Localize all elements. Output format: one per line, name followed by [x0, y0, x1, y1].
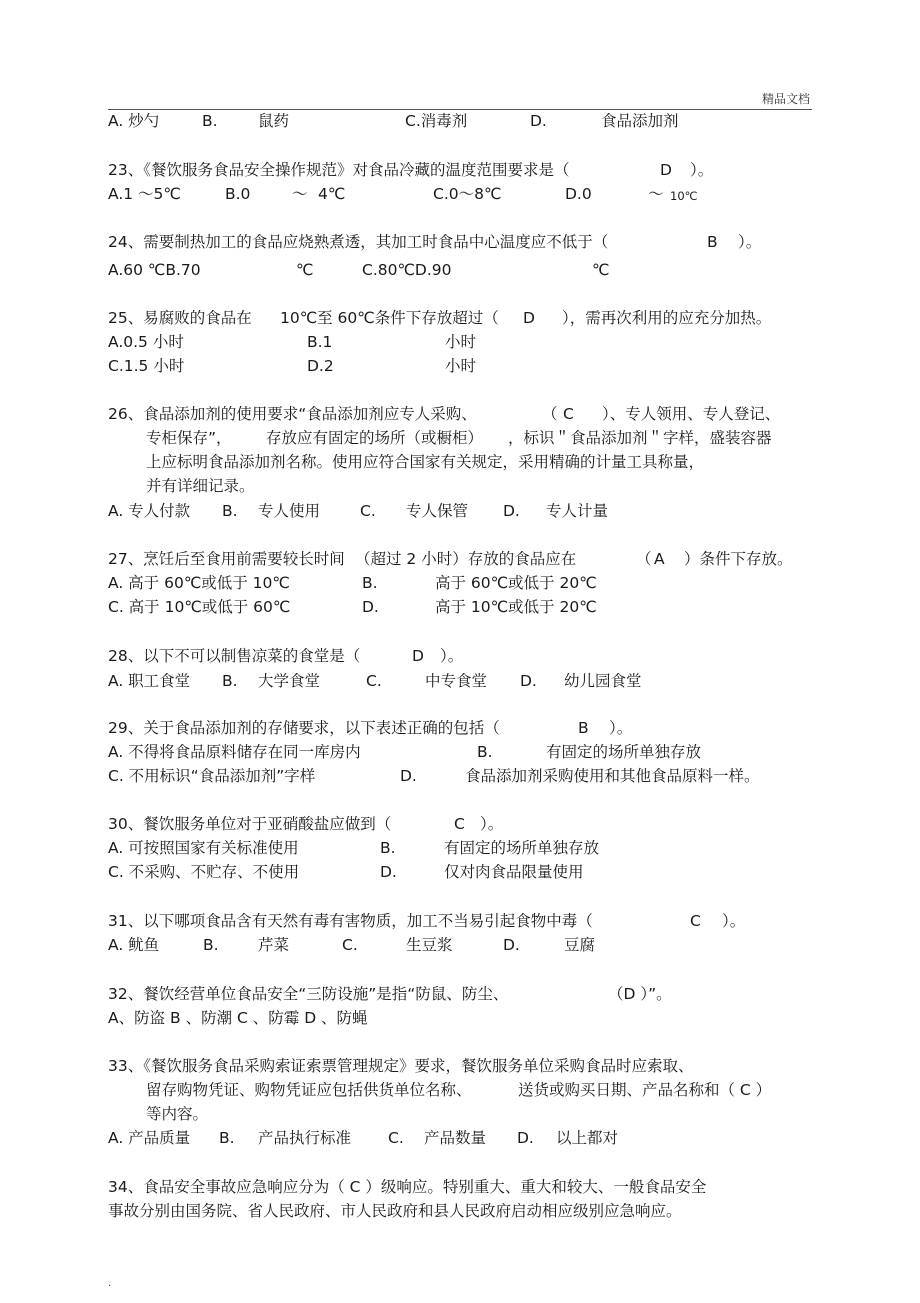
- question-29-option-d: D.: [400, 767, 417, 785]
- question-26-answer: C: [563, 405, 574, 423]
- question-27-stem-end: ）条件下存放。: [684, 550, 793, 568]
- question-26-line3: 上应标明食品添加剂名称。使用应符合国家有关规定，采用精确的计量工具称量，: [146, 453, 705, 471]
- page-header-label: 精品文档: [761, 92, 810, 106]
- question-31-answer: C: [690, 912, 701, 930]
- question-33-option-d-text: 以上都对: [556, 1129, 619, 1147]
- question-31-option-d-text: 豆腐: [564, 936, 596, 954]
- question-32-stem: 32、餐饮经营单位食品安全“三防设施”是指“防鼠、防尘、: [108, 985, 509, 1003]
- question-27-option-b-text: 高于 60℃或低于 20℃: [435, 574, 597, 592]
- question-23-option-b-tilde: ～: [292, 185, 308, 203]
- question-33-option-b-text: 产品执行标准: [258, 1129, 352, 1147]
- question-24-option-d-unit: ℃: [592, 261, 610, 279]
- question-33-line3: 等内容。: [146, 1105, 209, 1123]
- option-b-letter: B.: [202, 112, 218, 130]
- question-31-option-d: D.: [503, 936, 520, 954]
- question-33-option-c-text: 产品数量: [424, 1129, 487, 1147]
- question-29-stem-end: ）。: [609, 719, 633, 737]
- question-28-stem: 28、以下不可以制售凉菜的食堂是（: [108, 647, 361, 665]
- question-27-open-paren: （: [636, 550, 652, 568]
- question-33-option-d: D.: [517, 1129, 534, 1147]
- question-34-line2: 事故分别由国务院、省人民政府、市人民政府和县人民政府启动相应级别应急响应。: [108, 1202, 682, 1220]
- question-25-option-d-unit: 小时: [445, 357, 477, 375]
- question-31-option-a: A. 鱿鱼: [108, 936, 160, 954]
- question-30-option-d: D.: [380, 863, 397, 881]
- question-29-option-b: B.: [477, 743, 493, 761]
- question-33-option-b: B.: [219, 1129, 235, 1147]
- question-28-option-d: D.: [520, 672, 537, 690]
- question-33-option-a: A. 产品质量: [108, 1129, 191, 1147]
- question-31-stem-end: ）。: [722, 912, 746, 930]
- question-31-stem: 31、以下哪项食品含有天然有毒有害物质，加工不当易引起食物中毒（: [108, 912, 593, 930]
- question-27-stem: 27、烹饪后至食用前需要较长时间: [108, 550, 345, 568]
- question-23-option-d: D.0: [565, 185, 592, 203]
- question-32-options: A、防盗 B 、防潮 C 、防霉 D 、防蝇: [108, 1009, 368, 1027]
- question-33-line2b: 送货或购买日期、产品名称和（ C ）: [518, 1081, 772, 1099]
- question-29-answer: B: [578, 719, 589, 737]
- question-24-option-b-unit: ℃: [296, 261, 314, 279]
- question-26-option-c: C.: [360, 502, 376, 520]
- question-27-stem-mid: （超过 2 小时）存放的食品应在: [355, 550, 577, 568]
- question-26-option-d-text: 专人计量: [546, 502, 609, 520]
- question-33-stem: 33、《餐饮服务食品采购索证索票管理规定》要求，餐饮服务单位采购食品时应索取、: [108, 1057, 694, 1075]
- question-30-stem-end: ）。: [480, 815, 504, 833]
- question-24-answer: B: [707, 233, 718, 251]
- question-27-option-a: A. 高于 60℃或低于 10℃: [108, 574, 290, 592]
- question-23-option-d-value: 10℃: [670, 189, 698, 203]
- question-26-open-paren: （: [542, 405, 558, 423]
- question-30-stem: 30、餐饮服务单位对于亚硝酸盐应做到（: [108, 815, 392, 833]
- question-28-answer: D: [412, 647, 424, 665]
- question-26-option-c-text: 专人保管: [406, 502, 469, 520]
- question-25-option-c: C.1.5 小时: [108, 357, 185, 375]
- question-31-option-b-text: 芹菜: [258, 936, 290, 954]
- question-26-option-a: A. 专人付款: [108, 502, 191, 520]
- question-27-option-d: D.: [362, 598, 379, 616]
- question-29-option-b-text: 有固定的场所单独存放: [546, 743, 702, 761]
- question-29-option-a: A. 不得将食品原料储存在同一库房内: [108, 743, 361, 761]
- question-30-option-d-text: 仅对肉食品限量使用: [444, 863, 584, 881]
- question-23-option-b-value: 4℃: [318, 185, 346, 203]
- question-28-option-b: B.: [222, 672, 238, 690]
- question-26-option-d: D.: [503, 502, 520, 520]
- question-29-option-c: C. 不用标识“食品添加剂”字样: [108, 767, 316, 785]
- question-32-answer: （D ）”。: [608, 985, 672, 1003]
- question-33-line2a: 留存购物凭证、购物凭证应包括供货单位名称、: [146, 1081, 472, 1099]
- question-26-line2c: ，标识＂食品添加剂＂字样，盛装容器: [508, 429, 772, 447]
- question-28-option-c: C.: [366, 672, 382, 690]
- question-25-option-b: B.1: [307, 333, 333, 351]
- question-30-option-b-text: 有固定的场所单独存放: [444, 839, 600, 857]
- question-26-line2b: 存放应有固定的场所（或橱柜）: [266, 429, 484, 447]
- question-28-option-c-text: 中专食堂: [425, 672, 488, 690]
- question-23-option-b: B.0: [225, 185, 251, 203]
- question-25-answer: D: [523, 309, 535, 327]
- option-d-text: 食品添加剂: [601, 112, 679, 130]
- question-24-stem-end: ）。: [738, 233, 762, 251]
- footer-dot: .: [108, 1278, 112, 1289]
- option-a: A. 炒勺: [108, 112, 160, 130]
- question-31-option-c-text: 生豆浆: [406, 936, 453, 954]
- question-23-option-c: C.0～8℃: [433, 185, 502, 203]
- question-34-line1: 34、食品安全事故应急响应分为（ C ）级响应。特别重大、重大和较大、一般食品安全: [108, 1178, 707, 1196]
- option-c: C.消毒剂: [405, 112, 468, 130]
- question-23-stem-end: ）。: [690, 161, 714, 179]
- question-30-answer: C: [454, 815, 465, 833]
- question-31-option-c: C.: [342, 936, 358, 954]
- header-divider: [108, 109, 812, 110]
- question-26-line4: 并有详细记录。: [146, 477, 255, 495]
- question-28-option-d-text: 幼儿园食堂: [564, 672, 642, 690]
- question-28-stem-end: ）。: [440, 647, 464, 665]
- question-26-line2a: 专柜保存”，: [146, 429, 232, 447]
- question-26-stem-end: ）、专人领用、专人登记、: [602, 405, 781, 423]
- question-27-option-c: C. 高于 10℃或低于 60℃: [108, 598, 291, 616]
- option-b-text: 鼠药: [258, 112, 290, 130]
- question-24-options-ab: A.60 ℃B.70: [108, 261, 201, 279]
- question-29-stem: 29、关于食品添加剂的存储要求，以下表述正确的包括（: [108, 719, 500, 737]
- question-31-option-b: B.: [203, 936, 219, 954]
- question-23-option-d-tilde: ～: [648, 185, 664, 203]
- question-25-option-d: D.2: [307, 357, 334, 375]
- question-26-stem: 26、食品添加剂的使用要求“食品添加剂应专人采购、: [108, 405, 477, 423]
- question-25-stem-mid: 10℃至 60℃条件下存放超过（: [280, 309, 499, 327]
- question-26-option-b: B.: [222, 502, 238, 520]
- question-28-option-b-text: 大学食堂: [258, 672, 321, 690]
- question-27-answer: A: [654, 550, 665, 568]
- question-27-option-b: B.: [362, 574, 378, 592]
- question-33-option-c: C.: [388, 1129, 404, 1147]
- question-30-option-b: B.: [380, 839, 396, 857]
- question-23-stem: 23、《餐饮服务食品安全操作规范》对食品冷藏的温度范围要求是（: [108, 161, 570, 179]
- question-25-option-a: A.0.5 小时: [108, 333, 184, 351]
- question-29-option-d-text: 食品添加剂采购使用和其他食品原料一样。: [465, 767, 760, 785]
- question-25-stem: 25、易腐败的食品在: [108, 309, 252, 327]
- question-23-answer: D: [660, 161, 672, 179]
- question-25-stem-end: ），需再次利用的应充分加热。: [562, 309, 772, 327]
- question-24-stem: 24、需要制热加工的食品应烧熟煮透，其加工时食品中心温度应不低于（: [108, 233, 609, 251]
- question-23-option-a: A.1 ～5℃: [108, 185, 181, 203]
- question-30-option-c: C. 不采购、不贮存、不使用: [108, 863, 300, 881]
- option-d-letter: D.: [530, 112, 547, 130]
- question-28-option-a: A. 职工食堂: [108, 672, 191, 690]
- question-24-options-cd: C.80℃D.90: [362, 261, 452, 279]
- question-25-option-b-unit: 小时: [445, 333, 477, 351]
- question-30-option-a: A. 可按照国家有关标准使用: [108, 839, 299, 857]
- question-27-option-d-text: 高于 10℃或低于 20℃: [435, 598, 597, 616]
- question-26-option-b-text: 专人使用: [258, 502, 321, 520]
